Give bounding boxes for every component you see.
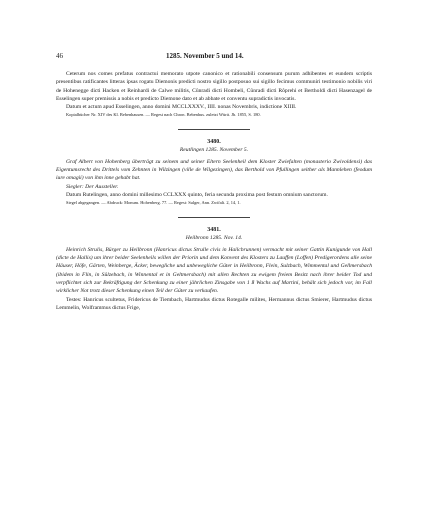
- document-witnesses-3481: Testes: Hanricus scultetus, Fridericus de Tiembach, Hartmudus dictus Rotegalle milites, Hermannus dictus Smierer, Hartmudus dictus Lemmelin, Wolframmus dictus Frige,: [56, 296, 372, 311]
- document-place-date-3481: Heilbronn 1285. Nov. 14.: [185, 234, 243, 241]
- document-summary-3480: Graf Albert von Hohenberg überträgt zu seinem und seiner Eltern Seelenheil dem Kloster Zwiefalten (monasterio Zwivoldensi) das Eigentumsrecht des Drittels vom Zehnten in Wilzingen (ville de Wilgezingen), das Berthold von Pfullingen seither als Mannlehen (feodum iure omagii) von ihm inne gehabt hat.: [56, 158, 372, 182]
- section-divider: [178, 129, 250, 130]
- document-seal-3480: Siegler: Der Aussteller.: [66, 183, 119, 190]
- document-summary-3481: Heinrich Strulis, Bürger zu Heilbronn (Hanricus dictus Strulle civis in Hailcbrunnen) vermacht mit seiner Gattin Kunigunde von Hall (dicte de Hallis) um ihrer beider Seelenheils willen der Priorin und dem Konvent des Klosters zu Lauffen (Loffen) Predigerordens alle seine Häuser, Höfe, Gärten, Weinberge, Äcker, bewegliche und unbewegliche Güter in Heilbronn, Flein, Sulzbach, Wimmental und Gellmersbach (ibidem in Flin, in Sûlzebach, in Winnental et in Geltmersbach) mit allen Rechten zu ewigem freiem Besitz nach ihrer beider Tod und verpflichtet sich zur Bekräftigung der Schenkung zu einer jährlichen Zinsgabe von 1 ß Wachs auf Martini, behält sich jedoch vor, im Fall wirklicher Not trotz dieser Schenkung einen Teil der Güter zu verkaufen.: [56, 246, 372, 295]
- document-number-3480: 3480.: [207, 138, 221, 145]
- intro-paragraph: Ceterum nos comes prefatus contractui memorato utpote canonico et rationabili consensum purum adhibentes et eundem scriptis presentibus ratificantes litteras ipsas rogatu Diemonis predicti nostro sigillo postposuo sui sigillo fecimus communiri testimonio nobilis viri de Hohenegge dicti Hacken et Reinhardi de Calwe militis, Cûnradi dicti Hombeli, Cûnradi dicti Rôprehi et Bertholdi dicti Hasenzagel de Esselingen super premissis a nobis et predicto Diemone dato et ab abbate et conventu supradictis invocatis.: [56, 71, 372, 102]
- intro-dating: Datum et actum apud Esselingen, anno domini MCCLXXXV., IIII. nonas Novembris, indictione XIIII.: [66, 104, 297, 111]
- running-head: [56, 52, 372, 64]
- running-head-title: 1285. November 5 und 14.: [166, 52, 244, 60]
- document-place-date-3480: Reutlingen 1285. November 5.: [179, 146, 249, 153]
- page-number: 46: [56, 52, 63, 60]
- section-divider: [178, 217, 250, 218]
- document-dating-3480: Datum Rutelingen, anno domini millesimo CCLXXX quinto, feria secunda proxima post festum omnium sanctorum.: [66, 192, 328, 199]
- intro-source-note: Kopialbücher Nr. XIV des Kl. Bebenhausen. — Regest nach Chron. Bebenhus. zuletzt Württ. Jb. 1855, S. 180.: [66, 112, 261, 118]
- document-source-note-3480: Siegel abgegangen. — Abdruck: Monum. Hohenberg. 77. — Regest: Sulger, Ann. Zwifalt. 2, 14, 1.: [66, 200, 241, 206]
- document-number-3481: 3481.: [207, 226, 221, 233]
- page-content: [56, 52, 372, 312]
